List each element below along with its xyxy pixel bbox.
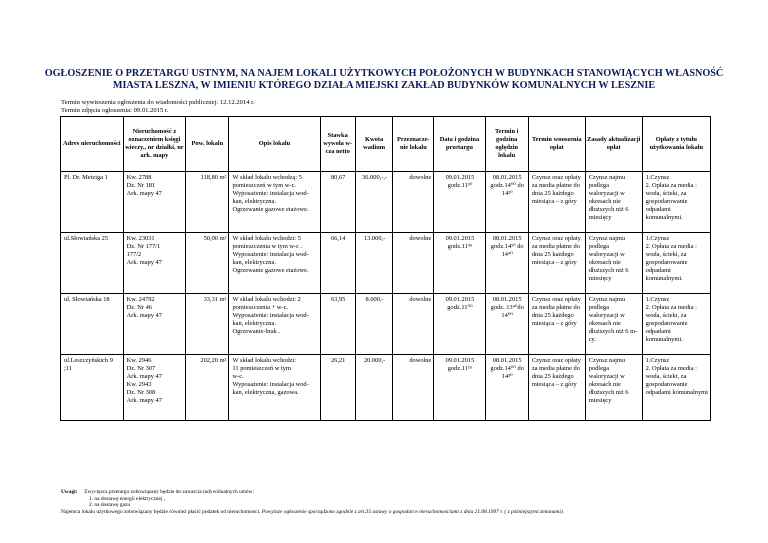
header-viewing: Termin i godzina ogłędzin lokalu <box>485 117 528 172</box>
deposit-cell: 20.000,- <box>355 355 393 421</box>
title-line-2: MIASTA LESZNA, W IMIENIU KTÓREGO DZIAŁA MIEJSKI ZAKŁAD BUDYNKÓW KOMUNALNYCH W LESZNIE <box>112 80 656 91</box>
deposit-cell: 36.000,-,- <box>355 172 393 233</box>
header-rate: Stawka wywoła w-cza netto <box>320 117 355 172</box>
viewing-time: godz.14⁰⁰ do 14³⁰ <box>490 365 524 381</box>
page-title <box>40 68 728 92</box>
table-row <box>61 172 711 233</box>
removal-date: Termin zdjęcia ogłoszenia: 09.01.2015 r. <box>61 107 169 115</box>
title-line-1: OGŁOSZENIE O PRZETARGU USTNYM, NA NAJEM LOKALI UŻYTKOWYCH POŁOŻONYCH W BUDYNKACH STANOWIĄCYCH WŁASNOŚĆ <box>44 68 724 79</box>
notes-final-text: Najemca lokalu użytkowego zobowiązany będzie również płacić podatek od nieruchomości. <box>61 509 261 516</box>
rate-cell: 26,21 <box>320 355 355 421</box>
update-cell: Czynsz najmu podlega waloryzacji w okresach nie dłuższych niż 6 miesięcy <box>585 172 642 233</box>
viewing-cell <box>485 233 528 294</box>
update-cell: Czynsz najmu podlega waloryzacji w okresach nie dłuższych niż 6 miesięcy <box>585 355 642 421</box>
viewing-cell <box>485 294 528 355</box>
viewing-date: 08.01.2015 <box>492 357 522 364</box>
auction-cell <box>434 172 485 233</box>
description-cell: W skład lokalu wchodzą: 5 pomieszczeń w tym w-c. Wyposażenie: instalacja wod-kan, elektryczna. Ogrzewanie gazowe etażowe. <box>229 172 320 233</box>
auction-cell <box>434 355 485 421</box>
header-plot: Nieruchomość z oznaczeniem księgi wieczy., nr działki, nr ark. mapy <box>123 117 186 172</box>
plot-cell: Kw. 2788 Dz. Nr 181 Ark. mapy 47 <box>123 172 186 233</box>
table-row <box>61 233 711 294</box>
header-update: Zasady aktualizacji opłat <box>585 117 642 172</box>
area-cell: 118,80 m² <box>186 172 229 233</box>
plot-cell: Kw. 23031 Dz. Nr 177/1 177/2 Ark. mapy 47 <box>123 233 186 294</box>
auction-time: godz.11³⁰ <box>447 182 473 190</box>
address-cell: ul. Słowiańska 18 <box>61 294 124 355</box>
auction-cell <box>434 294 485 355</box>
premises-table <box>60 116 711 421</box>
table-row <box>61 355 711 421</box>
fees-cell: 1.Czynsz 2. Opłata za media : woda, ścieki, za gospodarowanie odpadami komunalnymi. <box>642 294 710 355</box>
header-payment: Termin wnoszenia opłat <box>528 117 585 172</box>
fees-cell: 1.Czynsz 2. Opłata za media : woda, ścieki, za gospodarowanie odpadami komunalnymi <box>642 355 710 421</box>
area-cell: 50,00 m² <box>186 233 229 294</box>
notes-intro: Zwycięzca przetargu zobowiązany będzie do zawarcia indywidualnych umów: <box>84 489 255 495</box>
notes-final <box>61 509 751 516</box>
notes-label: Uwagi: <box>61 489 78 495</box>
viewing-time: godz.14¹⁰ do 14⁴⁰ <box>490 243 524 259</box>
auction-date: 09.01.2015 <box>445 235 475 242</box>
viewing-date: 08.01.2015 <box>492 296 522 303</box>
area-cell: 33,31 m² <box>186 294 229 355</box>
plot-cell: Kw. 24792 Dz. Nr 46 Ark. mapy 47 <box>123 294 186 355</box>
description-cell: W skład lokalu wchodzi: 5 pomieszczenia w tym w-c . Wyposażenie: instalacja wod-kan, elektryczna. Ogrzewanie gazowe etażowe. <box>229 233 320 294</box>
payment-cell: Czynsz oraz opłaty za media płatne do dnia 25 każdego miesiąca – z góry <box>528 172 585 233</box>
purpose-cell: dowolne <box>393 294 434 355</box>
header-deposit: Kwota wadium <box>355 117 393 172</box>
update-cell: Czynsz najmu podlega waloryzacji w okresach nie dłuższych niż 6 m-cy. <box>585 294 642 355</box>
plot-cell: Kw. 2946 Dz. Nr 307 Ark. mapy 47 Kw. 2943 Dz. Nr 308 Ark. mapy 47 <box>123 355 186 421</box>
header-description: Opis lokalu <box>229 117 320 172</box>
description-cell: W skład lokalu wchodzi: 2 pomieszczenia + w-c. Wyposażenie: instalacja wod-kan, elektryczna. Ogrzewanie-brak . <box>229 294 320 355</box>
payment-cell: Czynsz oraz opłaty za media płatne do dnia 25 każdego miesiąca – z góry <box>528 233 585 294</box>
update-cell: Czynsz najmu podlega waloryzacji w okresach nie dłuższych niż 6 miesięcy <box>585 233 642 294</box>
fees-cell: 1.Czynsz 2. Opłata za media : woda, ścieki, za gospodarowanie odpadami komunalnymi. <box>642 172 710 233</box>
viewing-cell <box>485 355 528 421</box>
rate-cell: 66,14 <box>320 233 355 294</box>
viewing-time: godz. 13⁴⁰do 14⁰⁰ <box>490 304 524 320</box>
auction-cell <box>434 233 485 294</box>
rate-cell: 80,67 <box>320 172 355 233</box>
area-cell: 202,20 m² <box>186 355 229 421</box>
address-cell: ul.Leszczyńskich 9 ;11 <box>61 355 124 421</box>
notes-item-2: 2. na dostawę gazu <box>89 502 131 509</box>
notes-section <box>61 489 751 516</box>
address-cell: Pl. Dr. Metziga 1 <box>61 172 124 233</box>
payment-cell: Czynsz oraz opłaty za media płatne do dnia 25 każdego miesiąca – z góry <box>528 294 585 355</box>
auction-date: 09.01.2015 <box>445 296 475 303</box>
viewing-time: godz.14⁰⁰ do 14³⁰ <box>490 182 524 198</box>
purpose-cell: dowolne <box>393 355 434 421</box>
header-area: Pow. lokalu <box>186 117 229 172</box>
announcement-dates <box>61 99 255 116</box>
fees-cell: 1.Czynsz 2. Opłata za media : woda, ścieki, za gospodarowanie odpadami komunalnymi. <box>642 233 710 294</box>
viewing-date: 08.01.2015 <box>492 174 522 181</box>
auction-time: godz.11⁰⁰ <box>447 304 473 312</box>
header-fees: Opłaty z tytułu użytkowania lokalu <box>642 117 710 172</box>
rate-cell: 63,95 <box>320 294 355 355</box>
auction-date: 09.01.2015 <box>445 174 475 181</box>
auction-time: godz.11¹⁵ <box>447 365 473 373</box>
notes-item-1: 1. na dostawę energii elektrycznej , <box>89 495 166 502</box>
table-row <box>61 294 711 355</box>
header-row <box>61 117 711 172</box>
address-cell: ul.Słowiańska 25 <box>61 233 124 294</box>
notes-intro-line <box>61 489 751 496</box>
purpose-cell: dowolne <box>393 172 434 233</box>
notes-legal-basis: Powyższe ogłoszenie sporządzono zgodnie z art.35 ustawy o gospodarce nieruchomościami z dnia 21.08.1997 r. ( z późniejszymi zmianami). <box>261 509 565 516</box>
deposit-cell: 13.000,- <box>355 233 393 294</box>
header-address: Adres nieruchomości <box>61 117 124 172</box>
viewing-cell <box>485 172 528 233</box>
auction-time: godz.11⁴⁵ <box>447 243 473 251</box>
deposit-cell: 8.000,- <box>355 294 393 355</box>
posting-date: Termin wywieszenia ogłoszenia do wiadomości publicznej: 12.12.2014 r. <box>61 99 255 106</box>
viewing-date: 08.01.2015 <box>492 235 522 242</box>
description-cell: W skład lokalu wchodzi: 11 pomieszczeń w tym w-c. Wyposażenie: instalacja wod-kan, elektryczna, gazowa. <box>229 355 320 421</box>
payment-cell: Czynsz oraz opłaty za media płatne do dnia 25 każdego miesiąca – z góry <box>528 355 585 421</box>
auction-date: 09.01.2015 <box>445 357 475 364</box>
header-auction: Data i godzina przetargu <box>434 117 485 172</box>
purpose-cell: dowolne <box>393 233 434 294</box>
header-purpose: Przeznacze-nie lokalu <box>393 117 434 172</box>
